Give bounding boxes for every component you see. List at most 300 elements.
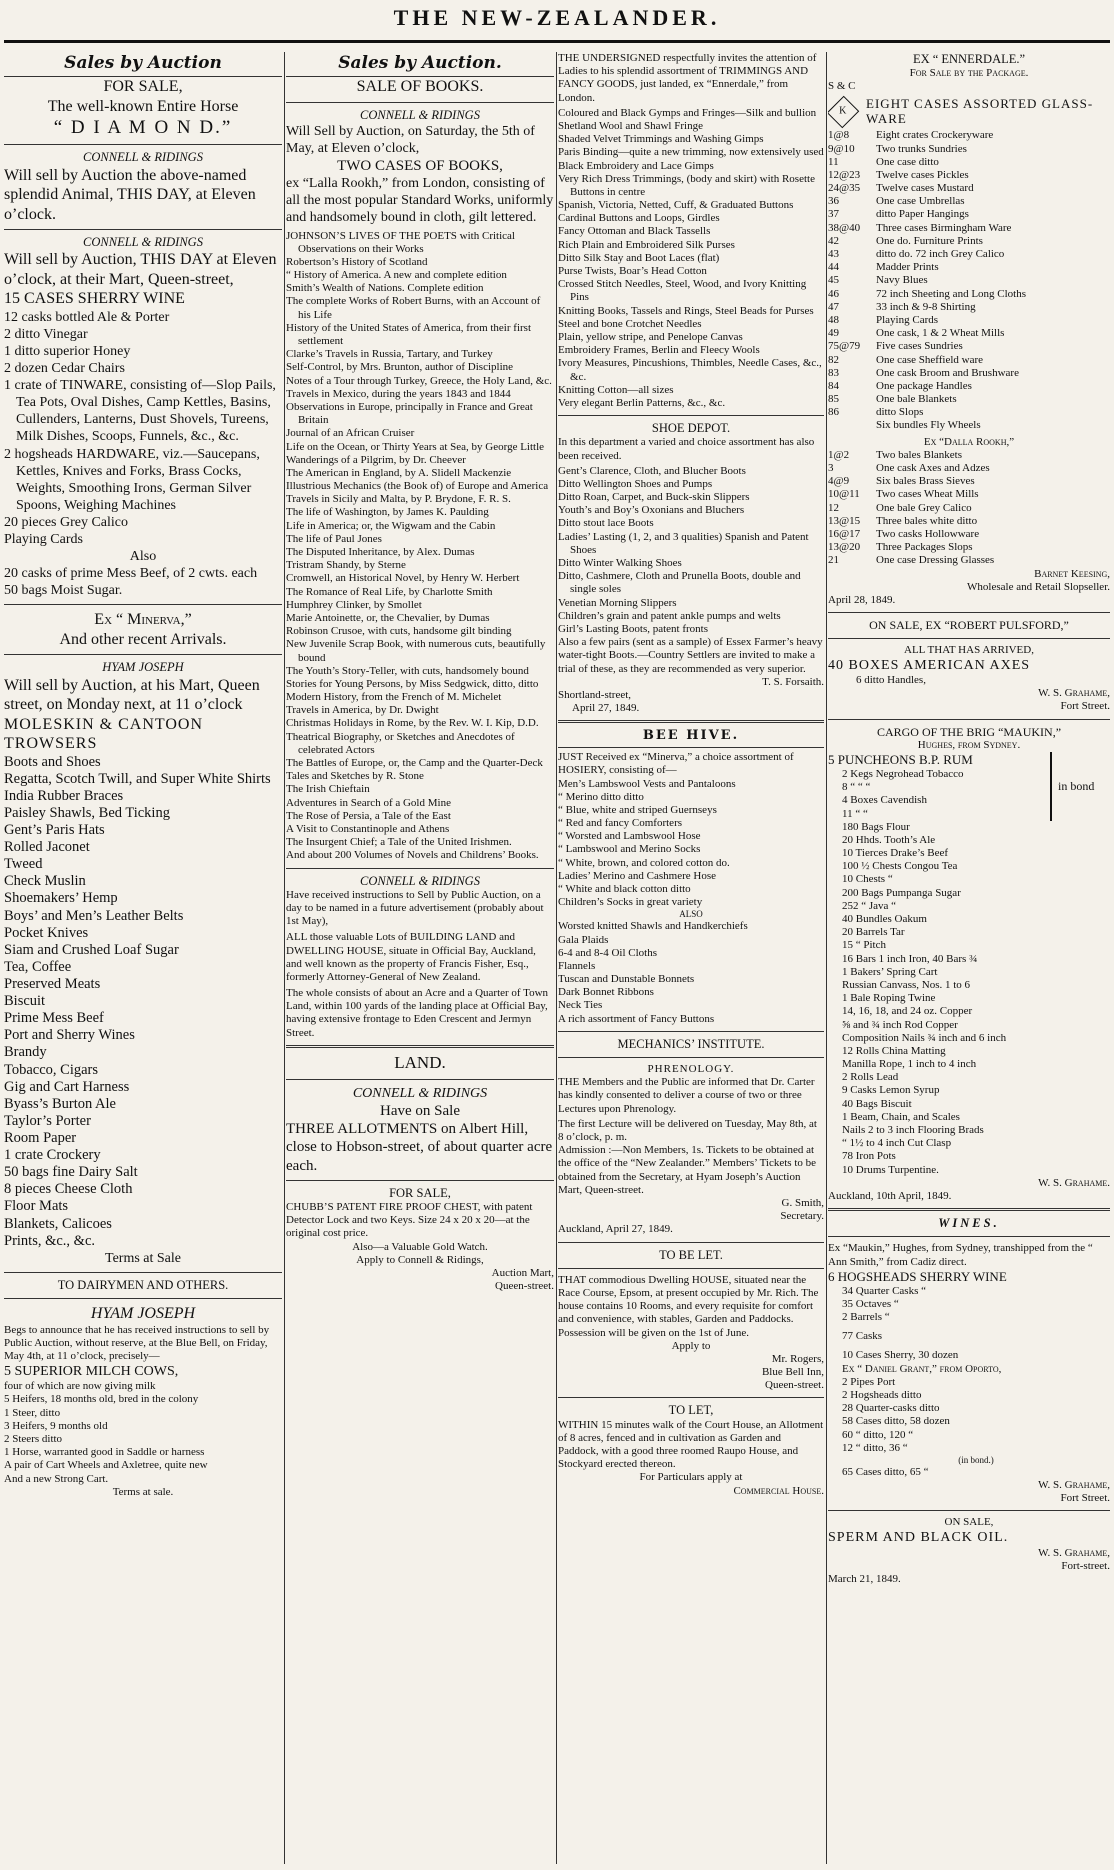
list-item: 40 Bags Biscuit xyxy=(842,1097,912,1110)
divider xyxy=(4,144,282,145)
section-header: Sales by Auction xyxy=(4,52,282,77)
ad-body: ALL those valuable Lots of BUILDING LAND and DWELLING HOUSE, situate in Official Bay, Auckland, and well known as the property of Francis Fisher, Esq., formerly Attorney-General of New Zealand. xyxy=(286,931,536,983)
list-item: 77 Casks xyxy=(842,1330,883,1343)
row-number: 84 xyxy=(828,379,839,392)
ad-heading: Ex “ Minerva,” xyxy=(94,611,192,629)
list-item: 1 Steer, ditto xyxy=(4,1406,61,1419)
list-item: Ivory Measures, Pincushions, Thimbles, Needle Cases, &c., &c. xyxy=(558,357,822,383)
list-item: Tweed xyxy=(4,856,43,873)
row-text: Two casks Hollowware xyxy=(876,527,980,540)
list-item: Children’s Socks in great variety xyxy=(558,896,703,909)
list-item: Marie Antoinette, or, the Chevalier, by Dumas xyxy=(286,611,490,624)
item-list xyxy=(558,465,824,636)
row-text: Six bundles Fly Wheels xyxy=(876,419,981,432)
table-row xyxy=(828,528,1110,541)
ad-heading: ON SALE, EX “ROBERT PULSFORD,” xyxy=(869,618,1069,633)
ad-building-land xyxy=(286,874,554,1040)
row-text: Three bales white ditto xyxy=(876,514,978,527)
row-text: ditto Paper Hangings xyxy=(876,208,969,221)
row-text: One do. Furniture Prints xyxy=(876,234,983,247)
column-3 xyxy=(558,52,824,1864)
list-item: Tales and Sketches by R. Stone xyxy=(286,770,424,783)
list-item: 1 Horse, warranted good in Saddle or harness xyxy=(4,1446,205,1459)
list-item: 2 Barrels “ xyxy=(842,1311,890,1323)
signature: G. Smith, xyxy=(781,1196,824,1209)
list-item: Ditto Wellington Shoes and Pumps xyxy=(558,477,713,490)
row-text: Twelve cases Mustard xyxy=(876,182,974,195)
ad-body: Admission :—Non Members, 1s. Tickets to be obtained at the office of the “New Zealander.” Members’ Tickets to be obtained from the Secretary, at Hyam Joseph’s Auction Mart, Queen-street. xyxy=(558,1144,817,1196)
ad-subheading: Ex “Dalla Rookh,” xyxy=(923,435,1015,448)
ad-ennerdale xyxy=(828,52,1110,607)
list-item: Rolled Jaconet xyxy=(4,839,90,856)
row-number: 13@15 xyxy=(828,514,861,527)
list-item: Men’s Lambswool Vests and Pantaloons xyxy=(558,777,736,790)
divider xyxy=(4,654,282,655)
auctioneer: HYAM JOSEPH xyxy=(102,660,184,675)
column-2 xyxy=(286,52,554,1864)
ad-books xyxy=(286,77,554,862)
list-item: 1 Beam, Chain, and Scales xyxy=(842,1110,960,1123)
divider xyxy=(558,720,824,723)
list-item: Biscuit xyxy=(4,993,46,1010)
ad-bee-hive xyxy=(558,728,824,1026)
list-item: Clarke’s Travels in Russia, Tartary, and Turkey xyxy=(286,348,493,361)
list-item: “ White and black cotton ditto xyxy=(558,883,691,896)
list-item: 10 Cases Sherry, 30 dozen xyxy=(842,1349,959,1362)
row-text: One cask Broom and Brushware xyxy=(876,366,1019,379)
list-item: Coloured and Black Gymps and Fringes—Silk and bullion xyxy=(558,106,817,119)
row-text: 33 inch & 9-8 Shirting xyxy=(876,300,976,313)
ad-heading: WINES. xyxy=(938,1216,1000,1231)
list-item: Christmas Holidays in Rome, by the Rev. W. I. Kip, D.D. xyxy=(286,717,539,730)
list-item: 60 “ ditto, 120 “ xyxy=(842,1428,914,1441)
list-item: Ditto Winter Walking Shoes xyxy=(558,557,682,569)
list-item: The Irish Chieftain xyxy=(286,783,370,796)
row-number: 43 xyxy=(828,248,839,261)
table-row xyxy=(828,406,1110,419)
ennerdale-lead xyxy=(828,96,1110,128)
list-item: Playing Cards xyxy=(4,531,83,547)
list-item: Regatta, Scotch Twill, and Super White Shirts xyxy=(4,770,271,787)
row-number: 47 xyxy=(828,300,839,313)
row-number: 46 xyxy=(828,287,839,300)
list-item: Life on the Ocean, or Thirty Years at Sea, by George Little xyxy=(286,440,545,453)
ad-place: Commercial House. xyxy=(733,1484,824,1497)
list-item: Port and Sherry Wines xyxy=(4,1027,135,1044)
list-item: Pocket Knives xyxy=(4,924,89,941)
list-item: Travels in Mexico, during the years 1843 and 1844 xyxy=(286,387,511,400)
list-item: Ditto stout lace Boots xyxy=(558,517,654,530)
list-item: “ White, brown, and colored cotton do. xyxy=(558,856,730,869)
row-text: Six bales Brass Sieves xyxy=(876,475,975,488)
ad-dairy xyxy=(4,1278,282,1499)
ad-body: THAT commodious Dwelling HOUSE, situated near the Race Course, Epsom, at present occupied by Mr. Rich. The house contains 10 Rooms, and every requisite for comfort and convenience, with stables, Garden and Paddocks. Possession will be given on the 1st of June. xyxy=(558,1273,819,1339)
list-item: Worsted knitted Shawls and Handkerchiefs xyxy=(558,920,748,933)
list-item: Shaded Velvet Trimmings and Washing Gimps xyxy=(558,133,764,146)
ad-heading: EX “ ENNERDALE.” xyxy=(912,52,1026,66)
masthead-title: THE NEW-ZEALANDER. xyxy=(393,5,721,30)
row-number: 12@23 xyxy=(828,168,861,181)
list-item: Gent’s Clarence, Cloth, and Blucher Boots xyxy=(558,464,746,477)
ad-apply: Apply to Connell & Ridings, xyxy=(356,1253,484,1266)
divider xyxy=(828,638,1110,639)
package-table xyxy=(828,449,1110,568)
ad-diamond xyxy=(4,77,282,224)
divider xyxy=(286,1045,554,1048)
auctioneer: CONNELL & RIDINGS xyxy=(352,1085,488,1101)
list-item: Byass’s Burton Ale xyxy=(4,1095,116,1112)
ad-heading: SALE OF BOOKS. xyxy=(356,78,484,96)
also-label: ALSO xyxy=(679,909,703,920)
ad-place: Queen-street. xyxy=(765,1379,824,1392)
list-item: Gig and Cart Harness xyxy=(4,1078,130,1095)
ad-date: April 28, 1849. xyxy=(828,593,896,606)
row-text: Navy Blues xyxy=(876,274,928,287)
row-number: 24@35 xyxy=(828,182,861,195)
ad-lead: MOLESKIN & CANTOON TROWSERS xyxy=(4,715,204,753)
signature: Barnet Keesing, xyxy=(1034,567,1110,580)
row-text: One cask, 1 & 2 Wheat Mills xyxy=(876,327,1005,340)
list-item: 12 casks bottled Ale & Porter xyxy=(4,309,170,325)
column-4 xyxy=(828,52,1110,1864)
ad-text: ALL THAT HAS ARRIVED, xyxy=(904,643,1034,656)
list-item: ⅝ and ¾ inch Rod Copper xyxy=(842,1018,958,1031)
ad-body: Will sell by Auction the above-named splendid Animal, THIS DAY, at Eleven o’clock. xyxy=(4,166,256,223)
table-row xyxy=(828,367,1110,380)
list-item: A rich assortment of Fancy Buttons xyxy=(558,1012,715,1025)
list-item: Tuscan and Dunstable Bonnets xyxy=(558,973,695,986)
ad-body: Will Sell by Auction, on Saturday, the 5th of May, at Eleven o’clock, xyxy=(286,123,535,156)
ad-maukin-cargo xyxy=(828,725,1110,1204)
list-item: Purse Twists, Boar’s Head Cotton xyxy=(558,265,707,277)
list-item: 20 Barrels Tar xyxy=(842,926,905,939)
list-item: Knitting Cotton—all sizes xyxy=(558,383,674,396)
item-list xyxy=(828,1285,1110,1363)
list-item: 40 Bundles Oakum xyxy=(842,913,927,926)
list-item: Plain, yellow stripe, and Penelope Canvas xyxy=(558,330,743,343)
list-item: The Romance of Real Life, by Charlotte Smith xyxy=(286,585,493,598)
row-number: 13@20 xyxy=(828,541,861,554)
ad-text: The well-known Entire Horse xyxy=(47,97,239,115)
item-list xyxy=(558,107,824,410)
list-item: Humphrey Clinker, by Smollet xyxy=(286,598,422,611)
table-row xyxy=(828,222,1110,235)
list-item: (in bond.) xyxy=(958,1454,994,1465)
ad-place: Auction Mart, xyxy=(491,1267,554,1280)
divider xyxy=(286,868,554,869)
divider xyxy=(558,1397,824,1398)
divider xyxy=(286,1180,554,1181)
table-row xyxy=(828,488,1110,501)
list-item: A pair of Cart Wheels and Axletree, quite new xyxy=(4,1459,208,1472)
ad-text: Have on Sale xyxy=(380,1102,460,1119)
list-item: 1 Bakers’ Spring Cart xyxy=(842,965,938,978)
ad-date: Auckland, April 27, 1849. xyxy=(558,1223,673,1236)
ad-heading: FOR SALE, xyxy=(389,1185,451,1200)
list-item: Also xyxy=(129,548,157,564)
list-item: 12 “ ditto, 36 “ xyxy=(842,1441,908,1454)
table-row xyxy=(828,314,1110,327)
table-row xyxy=(828,340,1110,353)
list-item: 20 pieces Grey Calico xyxy=(4,514,129,530)
ad-land xyxy=(286,1053,554,1175)
table-row xyxy=(828,301,1110,314)
column-divider xyxy=(556,52,557,1864)
list-item: “ Blue, white and striped Guernseys xyxy=(558,803,717,816)
auctioneer: HYAM JOSEPH xyxy=(90,1305,196,1323)
signature: Mr. Rogers, xyxy=(771,1352,824,1365)
list-item: 3 Heifers, 9 months old xyxy=(4,1419,108,1432)
table-row xyxy=(828,393,1110,406)
masthead xyxy=(0,0,1114,46)
list-item: “ Worsted and Lambswool Hose xyxy=(558,830,701,843)
list-item: 11 “ “ xyxy=(842,807,868,820)
list-item: Neck Ties xyxy=(558,999,603,1012)
list-item: 14, 16, 18, and 24 oz. Copper xyxy=(842,1005,973,1018)
list-item: Travels in Sicily and Malta, by P. Brydone, F. R. S. xyxy=(286,493,511,506)
list-item: Gent’s Paris Hats xyxy=(4,822,105,838)
signature-role: Wholesale and Retail Slopseller. xyxy=(967,580,1110,593)
list-item: Paisley Shawls, Bed Ticking xyxy=(4,804,170,821)
list-item: 2 Steers ditto xyxy=(4,1432,63,1445)
list-item: Travels in America, by Dr. Dwight xyxy=(286,704,439,717)
list-item: Embroidery Frames, Berlin and Fleecy Wools xyxy=(558,344,760,357)
list-item: Very elegant Berlin Patterns, &c., &c. xyxy=(558,396,726,409)
list-item: India Rubber Braces xyxy=(4,787,124,804)
ad-body: The whole consists of about an Acre and a Quarter of Town Land, within 100 yards of the landing place at Official Bay, having extensive frontage to Eden Crescent and Jermyn Street. xyxy=(286,987,549,1039)
list-item: “ 1½ to 4 inch Cut Clasp xyxy=(842,1137,952,1150)
list-item: Cardinal Buttons and Loops, Girdles xyxy=(558,212,720,225)
table-row xyxy=(828,235,1110,248)
row-number: 16@17 xyxy=(828,527,861,540)
ad-subheading: Ex “ Daniel Grant,” from Oporto, xyxy=(842,1362,1002,1375)
table-row xyxy=(828,475,1110,488)
table-row xyxy=(828,502,1110,515)
list-item: Very Rich Dress Trimmings, (body and skirt) with Rosette Buttons in centre xyxy=(558,172,815,198)
table-row xyxy=(828,274,1110,287)
ad-chest xyxy=(286,1186,554,1294)
ad-body: WITHIN 15 minutes walk of the Court House, an Allotment of 8 acres, fenced and in cultivation as Garden and Paddock, with a good three roomed Raupo House, and Stockyard erected thereon. xyxy=(558,1418,824,1471)
list-item: Stories for Young Persons, by Miss Sedgwick, ditto, ditto xyxy=(286,677,539,690)
list-item: 1 ditto superior Honey xyxy=(4,344,131,360)
row-number: 44 xyxy=(828,261,839,274)
list-item: Observations in Europe, principally in France and Great Britain xyxy=(286,400,533,427)
list-item: Wanderings of a Pilgrim, by Dr. Cheever xyxy=(286,453,466,466)
list-item: 5 PUNCHEONS B.P. RUM xyxy=(828,752,973,768)
table-row xyxy=(828,449,1110,462)
list-item: 5 Heifers, 18 months old, bred in the colony xyxy=(4,1393,199,1406)
row-number: 82 xyxy=(828,353,839,366)
column-1 xyxy=(4,52,282,1864)
divider xyxy=(4,604,282,605)
ad-apply: Apply to xyxy=(671,1339,711,1352)
divider xyxy=(828,1236,1110,1237)
ad-heading: MECHANICS’ INSTITUTE. xyxy=(617,1036,765,1051)
ad-subheading: PHRENOLOGY. xyxy=(647,1063,735,1076)
divider xyxy=(828,1510,1110,1511)
terms: Terms at sale. xyxy=(112,1485,174,1498)
ad-body: Also—a Valuable Gold Watch. xyxy=(352,1240,488,1253)
ad-lead: 40 BOXES AMERICAN AXES xyxy=(828,657,1031,673)
list-item: 2 ditto Vinegar xyxy=(4,326,88,342)
ad-heading: ON SALE, xyxy=(944,1516,994,1529)
list-item: 78 Iron Pots xyxy=(842,1150,896,1163)
list-item: 58 Cases ditto, 58 dozen xyxy=(842,1415,950,1428)
list-item: The life of Washington, by James K. Paulding xyxy=(286,506,489,519)
signature: W. S. Grahame. xyxy=(1038,1176,1110,1189)
row-text: ditto do. 72 inch Grey Calico xyxy=(876,248,1005,261)
list-item: Steel and bone Crotchet Needles xyxy=(558,317,702,330)
list-item: Shoemakers’ Hemp xyxy=(4,890,118,907)
row-text: Three Packages Slops xyxy=(876,541,973,554)
divider xyxy=(4,1298,282,1299)
list-item: The Battles of Europe, or, the Camp and the Quarter-Deck xyxy=(286,757,543,770)
list-item: 10 Tierces Drake’s Beef xyxy=(842,847,949,860)
ad-wines xyxy=(828,1216,1110,1505)
list-item: Robinson Crusoe, with cuts, handsome gilt binding xyxy=(286,625,512,638)
bond-label: in bond xyxy=(1058,779,1095,794)
ad-body: Ex “Maukin,” Hughes, from Sydney, transhipped from the “ Ann Smith,” from Cadiz direct. xyxy=(828,1242,1093,1268)
list-item: 50 bags fine Dairy Salt xyxy=(4,1164,138,1181)
table-row xyxy=(828,380,1110,393)
row-text: Eight crates Crockeryware xyxy=(876,129,994,142)
row-text: One case Dressing Glasses xyxy=(876,554,995,567)
auctioneer: CONNELL & RIDINGS xyxy=(83,235,203,250)
divider xyxy=(558,1031,824,1032)
list-item: Self-Control, by Mrs. Brunton, author of Discipline xyxy=(286,361,514,374)
table-row xyxy=(828,156,1110,169)
list-item: Gala Plaids xyxy=(558,933,609,946)
row-number: 1@8 xyxy=(828,129,850,142)
signature: W. S. Grahame, xyxy=(1038,687,1110,700)
list-item: JOHNSON’S LIVES OF THE POETS with Critical Observations on their Works xyxy=(286,229,515,255)
list-item: 8 “ “ “ xyxy=(842,781,871,794)
ad-lead: SPERM AND BLACK OIL. xyxy=(828,1530,1009,1546)
auctioneer: CONNELL & RIDINGS xyxy=(83,150,203,165)
list-item: A Visit to Constantinople and Athens xyxy=(286,822,450,835)
list-item: Brandy xyxy=(4,1044,47,1061)
row-text: Madder Prints xyxy=(876,261,939,274)
signature: W. S. Grahame, xyxy=(1038,1546,1110,1559)
list-item: 20 casks of prime Mess Beef, of 2 cwts. each xyxy=(4,566,258,582)
ad-place: Queen-street. xyxy=(495,1280,554,1293)
list-item: Ladies’ Merino and Cashmere Hose xyxy=(558,869,717,882)
list-item: 15 CASES SHERRY WINE xyxy=(4,290,185,308)
list-item: History of the United States of America, from their first settlement xyxy=(286,321,531,348)
row-number: 9@10 xyxy=(828,142,855,155)
list-item: 15 “ Pitch xyxy=(842,939,886,952)
row-text: One package Handles xyxy=(876,379,972,392)
table-row xyxy=(828,129,1110,142)
list-item: And about 200 Volumes of Novels and Childrens’ Books. xyxy=(286,849,539,862)
list-item: 1 Bale Roping Twine xyxy=(842,992,936,1005)
divider xyxy=(828,1208,1110,1211)
table-row xyxy=(828,515,1110,528)
ad-place: Fort Street. xyxy=(1060,700,1110,713)
list-item: 200 Bags Pumpanga Sugar xyxy=(842,886,961,899)
list-item: Paris Binding—quite a new trimming, now extensively used xyxy=(558,146,824,159)
horse-name: “ D I A M O N D.” xyxy=(53,117,233,139)
list-item: Boots and Shoes xyxy=(4,753,101,770)
package-table xyxy=(828,129,1110,432)
list-item: 34 Quarter Casks “ xyxy=(842,1284,927,1297)
row-number: 42 xyxy=(828,234,839,247)
divider xyxy=(558,1057,824,1058)
list-item: 2 Rolls Lead xyxy=(842,1071,899,1084)
list-item: 1 crate of TINWARE, consisting of—Slop Pails, Tea Pots, Oval Dishes, Camp Kettles, Basins, Cullenders, Lanterns, Dust Shovels, Tureens, Milk Dishes, Scoops, Funnels, &c., &c. xyxy=(4,378,276,445)
ad-lead: TWO CASES OF BOOKS, xyxy=(337,158,503,175)
list-item: Youth’s and Boy’s Oxonians and Bluchers xyxy=(558,504,745,517)
list-item: “ Lambswool and Merino Socks xyxy=(558,843,701,856)
list-item: 35 Octaves “ xyxy=(842,1297,899,1310)
column-divider xyxy=(284,52,285,1864)
row-number: 1@2 xyxy=(828,448,850,461)
ad-body: Also a few pairs (sent as a sample) of Essex Farmer’s heavy water-tight Boots.—Country Settlers are invited to make a trial of these, as they are recommended as very superior. xyxy=(558,636,823,675)
row-number: 48 xyxy=(828,313,839,326)
ad-to-be-let xyxy=(558,1248,824,1393)
list-item: Check Muslin xyxy=(4,873,86,890)
signature-role: Secretary. xyxy=(780,1210,824,1223)
table-row xyxy=(828,327,1110,340)
list-item: Theatrical Biography, or Sketches and Anecdotes of celebrated Actors xyxy=(286,730,515,756)
ad-date: March 21, 1849. xyxy=(828,1572,901,1585)
item-list xyxy=(4,1380,282,1486)
ad-oil xyxy=(828,1516,1110,1586)
ad-lead: 5 SUPERIOR MILCH COWS, xyxy=(4,1364,179,1380)
item-list xyxy=(828,821,1110,1177)
ad-body: Begs to announce that he has received instructions to sell by Public Auction, without reserve, at the Blue Bell, on Friday, May 4th, at 11 o’clock, precisely— xyxy=(4,1323,270,1362)
list-item: Room Paper xyxy=(4,1129,77,1146)
list-item: 252 “ Java “ xyxy=(842,899,897,912)
row-number: 37 xyxy=(828,208,839,221)
item-list xyxy=(4,289,282,599)
list-item: Children’s grain and patent ankle pumps and welts xyxy=(558,609,781,622)
list-item: The life of Paul Jones xyxy=(286,532,382,545)
list-item: Taylor’s Porter xyxy=(4,1112,91,1129)
list-item: Ditto Silk Stay and Boot Laces (flat) xyxy=(558,251,720,264)
list-item: “ History of America. A new and complete edition xyxy=(286,269,507,282)
list-item: Black Embroidery and Lace Gimps xyxy=(558,159,714,172)
list-item: Prints, &c., &c. xyxy=(4,1232,96,1249)
list-item: Robertson’s History of Scotland xyxy=(286,255,428,268)
table-row xyxy=(828,182,1110,195)
ad-place: Fort-street. xyxy=(1061,1559,1110,1572)
table-row xyxy=(828,143,1110,156)
list-item: “ Red and fancy Comforters xyxy=(558,817,683,830)
diamond-mark-icon: K xyxy=(828,96,859,129)
table-row xyxy=(828,248,1110,261)
list-item: Nails 2 to 3 inch Flooring Brads xyxy=(842,1124,984,1137)
ad-body: THE UNDERSIGNED respectfully invites the attention of Ladies to his splendid assortment of TRIMMINGS AND FANCY GOODS, just landed, ex “Ennerdale,” from London. xyxy=(558,52,817,104)
list-item: The Insurgent Chief; a Tale of the United Irishmen. xyxy=(286,836,512,849)
row-text: One cask Axes and Adzes xyxy=(876,462,990,475)
list-item: 2 dozen Cedar Chairs xyxy=(4,361,125,377)
list-item: Flannels xyxy=(558,959,596,972)
ad-heading: FOR SALE, xyxy=(103,78,183,96)
list-item: The Disputed Inheritance, by Alex. Dumas xyxy=(286,546,475,559)
list-item: Boys’ and Men’s Leather Belts xyxy=(4,907,184,924)
list-item: The American in England, by A. Slidell Mackenzie xyxy=(286,466,512,479)
ad-minerva xyxy=(4,610,282,1267)
ad-heading: TO LET, xyxy=(668,1403,714,1418)
row-number xyxy=(828,419,876,432)
row-text: ditto Slops xyxy=(876,406,924,419)
list-item: The Youth’s Story-Teller, with cuts, handsomely bound xyxy=(286,664,529,677)
ad-date: Auckland, 10th April, 1849. xyxy=(828,1189,952,1202)
row-text: One case ditto xyxy=(876,155,939,168)
ad-sherry xyxy=(4,235,282,599)
list-item: Life in America; or, the Wigwam and the Cabin xyxy=(286,519,496,532)
